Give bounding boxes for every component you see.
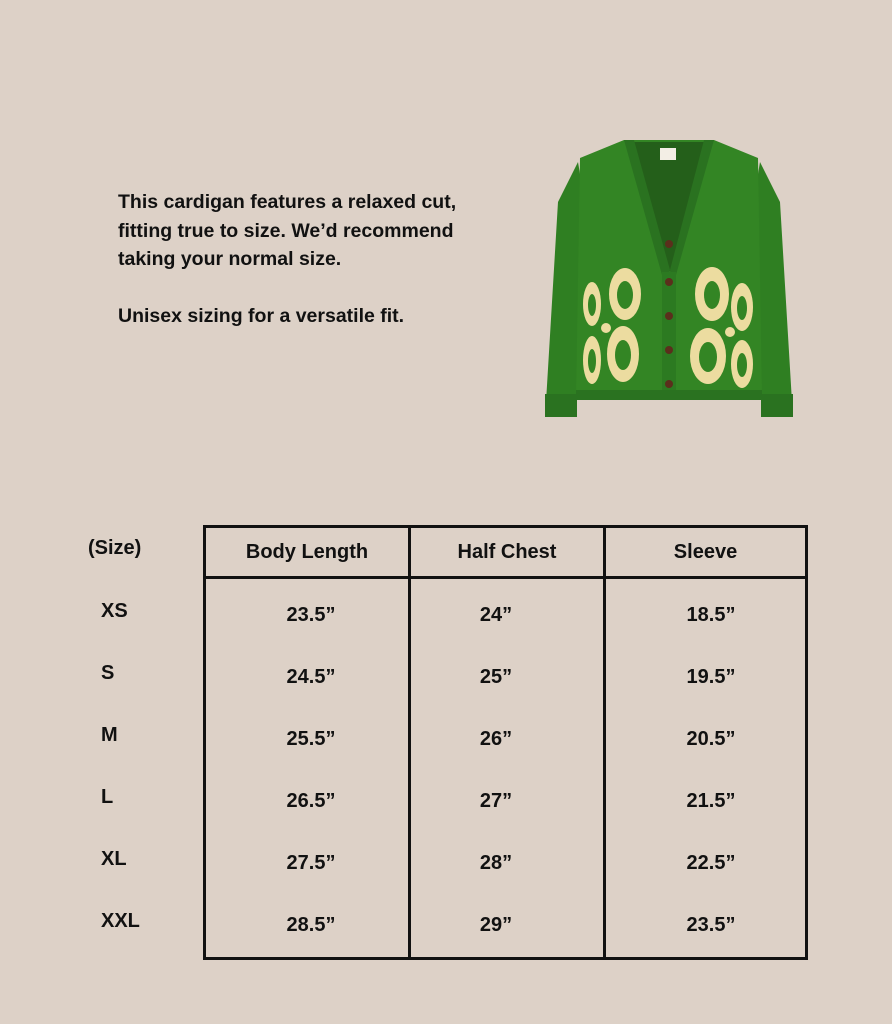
size-column-header: (Size) <box>88 537 142 559</box>
left-cuff <box>545 394 577 417</box>
size-label: L <box>101 786 114 808</box>
size-label: XXL <box>101 910 140 932</box>
sleeve-cell: 22.5” <box>686 852 736 874</box>
cardigan-hem <box>576 390 762 400</box>
body-length-cell: 28.5” <box>286 914 336 936</box>
column-header-sleeve: Sleeve <box>673 541 738 563</box>
sleeve-cell: 23.5” <box>686 914 736 936</box>
half-chest-cell: 29” <box>479 914 513 936</box>
half-chest-cell: 25” <box>479 666 513 688</box>
sleeve-cell: 18.5” <box>686 604 736 626</box>
header-divider <box>206 576 805 579</box>
button <box>665 240 673 248</box>
cardigan-product-image <box>540 132 798 422</box>
body-length-cell: 26.5” <box>286 790 336 812</box>
half-chest-cell: 28” <box>479 852 513 874</box>
sleeve-cell: 20.5” <box>686 728 736 750</box>
body-length-cell: 23.5” <box>286 604 336 626</box>
button <box>665 278 673 286</box>
fit-description-paragraph <box>118 188 508 274</box>
fit-description-line: taking your normal size. <box>118 248 342 270</box>
half-chest-cell: 27” <box>479 790 513 812</box>
sleeve-cell: 19.5” <box>686 666 736 688</box>
column-header-body-length: Body Length <box>245 541 369 563</box>
sleeve-cell: 21.5” <box>686 790 736 812</box>
half-chest-cell: 26” <box>479 728 513 750</box>
size-label: XS <box>101 600 128 622</box>
size-label: XL <box>101 848 127 870</box>
fit-description-line: This cardigan features a relaxed cut, <box>118 191 457 213</box>
body-length-cell: 25.5” <box>286 728 336 750</box>
cardigan-illustration <box>540 132 798 422</box>
half-chest-cell: 24” <box>479 604 513 626</box>
size-chart-table <box>203 525 808 960</box>
size-label: S <box>101 662 115 684</box>
right-cuff <box>761 394 793 417</box>
column-header-half-chest: Half Chest <box>457 541 557 563</box>
body-length-cell: 27.5” <box>286 852 336 874</box>
button <box>665 346 673 354</box>
button <box>665 312 673 320</box>
body-length-cell: 24.5” <box>286 666 336 688</box>
unisex-note-text: Unisex sizing for a versatile fit. <box>118 304 405 327</box>
unisex-note <box>118 302 508 331</box>
button <box>665 380 673 388</box>
size-label: M <box>101 724 118 746</box>
brand-label <box>660 148 676 160</box>
fit-description <box>118 188 508 330</box>
fit-description-line: fitting true to size. We’d recommend <box>118 219 454 242</box>
